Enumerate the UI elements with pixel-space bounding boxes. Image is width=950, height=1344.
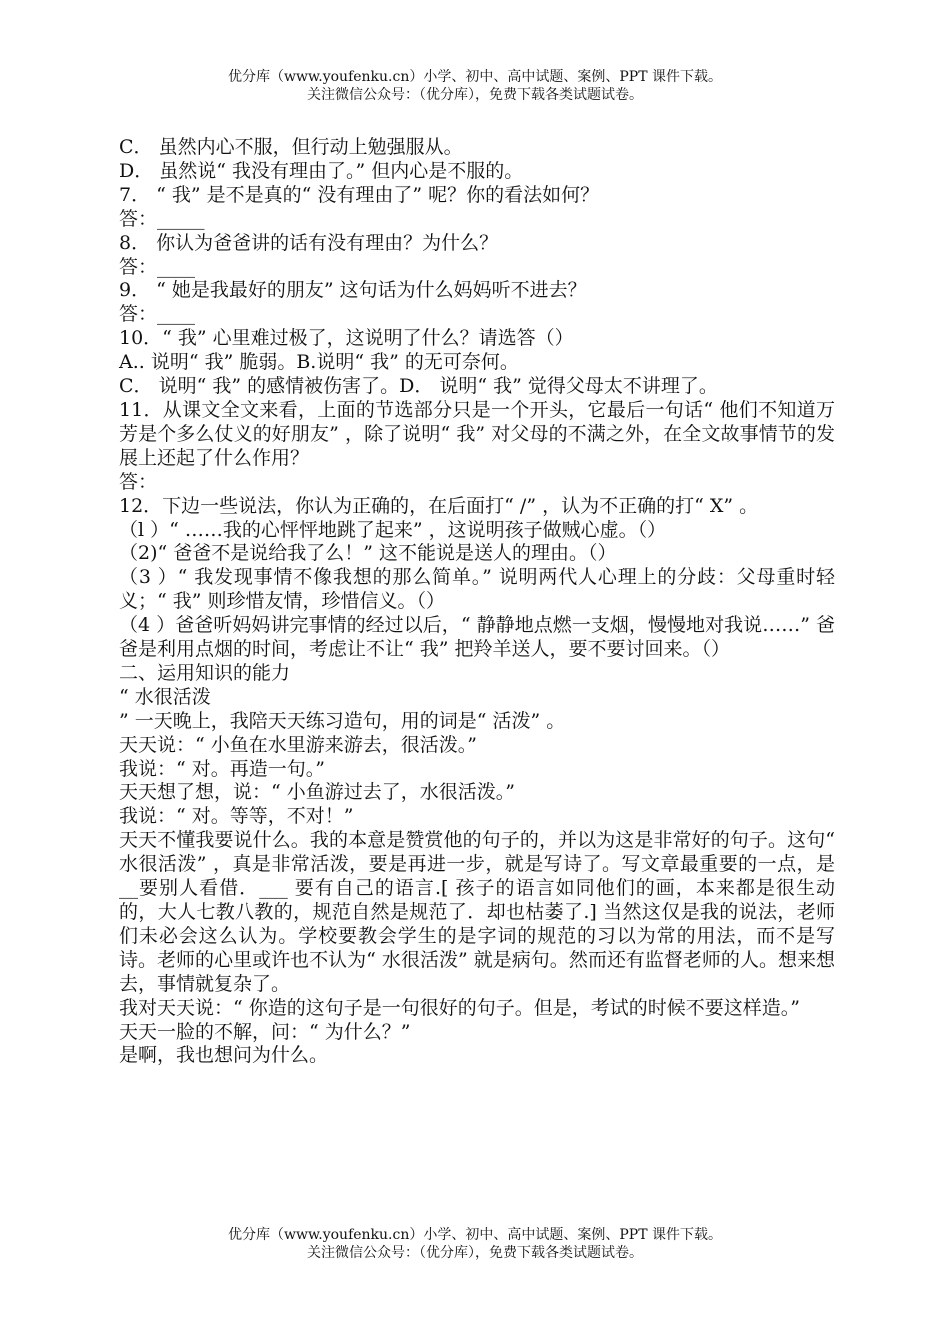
question-9: 9． “ 她是我最好的朋友” 这句话为什么妈妈听不进去？ [119,279,587,302]
passage-line: 天天想了想，说：“ 小鱼游过去了，水很活泼。” [119,781,515,804]
passage-line: 天天一脸的不解，问：“ 为什么？” [119,1020,411,1043]
passage-line: 是啊，我也想问为什么。 [119,1044,329,1067]
page-footer [0,1226,950,1262]
statement-1: （l ）“ ……我的心怦怦地跳了起来” ，这说明孩子做贼心虚。（） [119,518,667,541]
option-c: C． 虽然内心不服，但行动上勉强服从。 [119,136,463,158]
footer-line-1: 优分库（www.youfenku.cn）小学、初中、高中试题、案例、PPT 课件下载。 [227,1227,722,1243]
passage-line: 天天说：“ 小鱼在水里游来游去，很活泼。” [119,733,477,756]
header-line-1: 优分库（www.youfenku.cn）小学、初中、高中试题、案例、PPT 课件下载。 [227,69,722,85]
passage-paragraph: 天天不懂我要说什么。我的本意是赞赏他的句子的，并以为这是非常好的句子。这句“ 水很活泼” ，真是非常活泼，要是再进一步，就是写诗了。写文章最重要的一点，是__要别人看借．___ 要有自己的语言.[ 孩子的语言如同他们的画，本来都是很生动的，大人七教八教的，规范自然是规范了．却也枯萎了.] 当然这仅是我的说法，老师们未必会这么认为。学校要教会学生的是字词的规范的习以为常的用法，而不是写诗。老师的心里或许也不认为“ 水很活泼” 就是病句。然而还有监督老师的人。想来想去，事情就复杂了。 [119,829,842,995]
statement-3: （3 ）“ 我发现事情不像我想的那么简单。” 说明两代人心理上的分歧：父母重时轻义；“ 我” 则珍惜友情，珍惜信义。（） [119,566,835,613]
header-line-2: 关注微信公众号：（优分库），免费下载各类试题试卷。 [307,87,643,103]
page-header [0,68,950,104]
question-10-options-ab: A.. 说明“ 我” 脆弱。B.说明“ 我” 的无可奈何。 [119,351,519,374]
footer-line-2: 关注微信公众号：（优分库），免费下载各类试题试卷。 [307,1245,643,1261]
passage-paragraph: 我对天天说：“ 你造的这句子是一句很好的句子。但是，考试的时候不要这样造。” [119,996,800,1019]
question-8: 8． 你认为爸爸讲的话有没有理由？为什么？ [119,231,499,254]
option-d: D． 虽然说“ 我没有理由了。” 但内心是不服的。 [119,159,524,182]
document-body [119,136,842,1068]
statement-2: （2)“ 爸爸不是说给我了么！” 这不能说是送人的理由。（） [119,542,617,565]
passage-line: ” 一天晚上，我陪天天练习造句，用的词是“ 活泼” 。 [119,709,566,732]
statement-4: （4 ）爸爸听妈妈讲完事情的经过以后，“ 静静地点燃一支烟，慢慢地对我说……” 爸爸是利用点烟的时间，考虑让不让“ 我” 把羚羊送人，要不要讨回来。（） [119,614,835,661]
passage-title: “ 水很活泼 [119,685,211,708]
section-heading: 二、运用知识的能力 [119,661,291,684]
answer-line: 答： [119,470,158,493]
question-10-options-cd: C． 说明“ 我” 的感情被伤害了。D． 说明“ 我” 觉得父母太不讲理了。 [119,375,718,398]
passage-line: 我说：“ 对。再造一句。” [119,757,325,780]
passage-line: 我说：“ 对。等等，不对！” [119,805,354,828]
answer-line: 答：____ [119,255,196,278]
question-7: 7． “ 我” 是不是真的“ 没有理由了” 呢？你的看法如何？ [119,183,600,206]
question-11: 11．从课文全文来看，上面的节选部分只是一个开头，它最后一句话“ 他们不知道万芳是个多么仗义的好朋友” ，除了说明“ 我” 对父母的不满之外，在全文故事情节的发展上还起了什么作用？ [119,398,835,469]
question-10: 10．“ 我” 心里难过极了，这说明了什么？请选答（） [119,327,574,350]
answer-line: 答：_____ [119,207,205,230]
question-12: 12．下边一些说法，你认为正确的，在后面打“ /” ，认为不正确的打“ X” 。 [119,494,759,517]
answer-line: 答：____ [119,303,196,326]
